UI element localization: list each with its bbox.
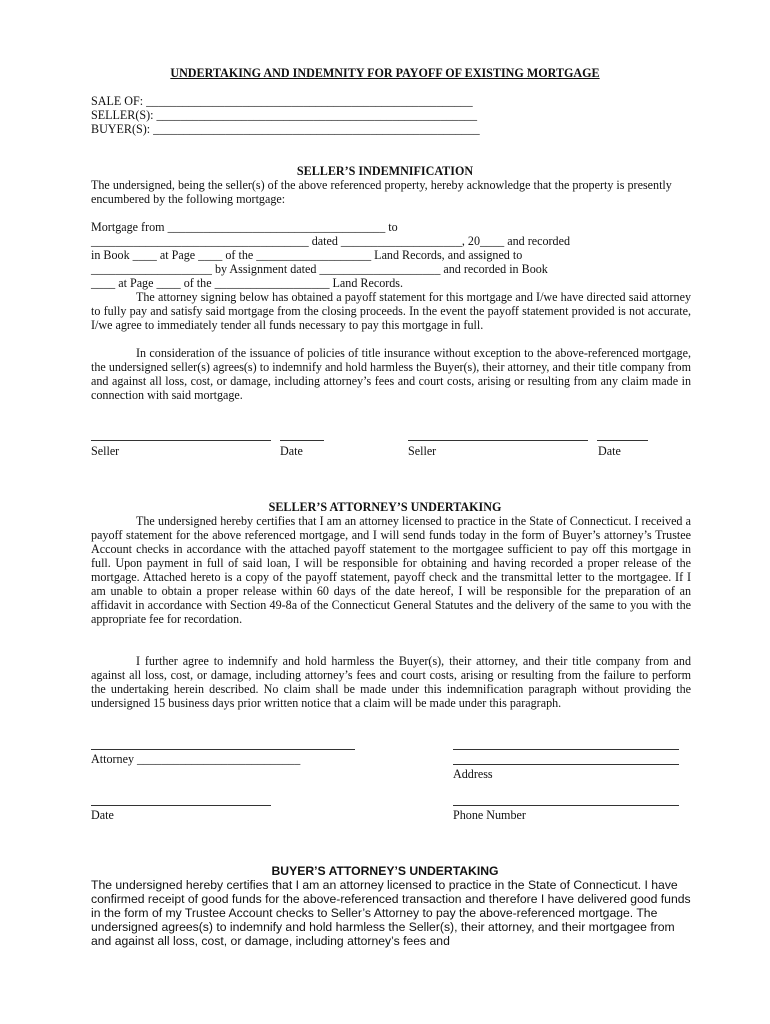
seller-indemnification-paragraph-2: In consideration of the issuance of policies of title insurance without exception to the above-referenced mortgage, the undersigned seller(s) agrees(s) to indemnify and hold harmless the Buyer(s), their attorney, and their title company from and against all loss, cost, or damage, including attorney’s fees and court costs, arising or resulting from any claim made in connection with said mortgage. — [91, 346, 691, 402]
phone-number-label: Phone Number — [453, 808, 526, 822]
buyers-field: BUYER(S): ______________________________________________________ — [91, 122, 480, 136]
attorney-date-line[interactable] — [91, 805, 271, 806]
date-1-label: Date — [280, 444, 303, 458]
mortgage-line-3: in Book ____ at Page ____ of the ___________________ Land Records, and assigned to — [91, 248, 523, 262]
seller-attorney-paragraph-2: I further agree to indemnify and hold harmless the Buyer(s), their attorney, and their title company from and against all loss, cost, or damage, including attorney’s fees and court costs, arising or resulting from the failure to perform the undertaking herein described. No claim shall be made under this indemnification paragraph without providing the undersigned 15 business days prior written notice that a claim will be made under this paragraph. — [91, 654, 691, 710]
sellers-field: SELLER(S): _____________________________________________________ — [91, 108, 477, 122]
seller-indemnification-intro: The undersigned, being the seller(s) of the above referenced property, hereby acknowledge that the property is presently encumbered by the following mortgage: — [91, 178, 672, 206]
mortgage-line-4: ____________________ by Assignment dated ____________________ and recorded in Book — [91, 262, 548, 276]
seller-indemnification-paragraph-1: The attorney signing below has obtained a payoff statement for this mortgage and I/we have directed said attorney to fully pay and satisfy said mortgage from the closing proceeds. In the event the payoff statement provided is not accurate, I/we agree to immediately tender all funds necessary to pay this mortgage in full. — [91, 290, 691, 332]
address-line-1[interactable] — [453, 749, 679, 750]
mortgage-line-2: ____________________________________ dated ____________________, 20____ and recorded — [91, 234, 570, 248]
seller-indemnification-heading: SELLER’S INDEMNIFICATION — [296, 164, 474, 178]
address-line-2[interactable] — [453, 764, 679, 765]
seller-attorney-paragraph-1: The undersigned hereby certifies that I am an attorney licensed to practice in the State of Connecticut. I received a payoff statement for the above referenced mortgage, and I will send funds today in the form of Buyer’s attorney’s Trustee Account checks in accordance with the attached payoff statement to the mortgagee sufficient to pay off this mortgage in full. Upon payment in full of said loan, I will be responsible for obtaining and having recorded a proper release of the mortgage. Attached hereto is a copy of the payoff statement, payoff check and the transmittal letter to the mortgagee. If I am unable to obtain a proper release within 60 days of the date hereof, I will be responsible for the preparation of an affidavit in accordance with Section 49-8a of the Connecticut General Statutes and the delivery of the same to you with the appropriate fee for recordation. — [91, 514, 691, 626]
mortgage-line-1: Mortgage from ____________________________________ to — [91, 220, 398, 234]
date-2-signature-line[interactable] — [597, 440, 648, 441]
seller-attorney-heading: SELLER’S ATTORNEY’S UNDERTAKING — [268, 500, 502, 514]
date-1-signature-line[interactable] — [280, 440, 324, 441]
sale-of-field: SALE OF: ______________________________________________________ — [91, 94, 473, 108]
seller-2-label: Seller — [408, 444, 437, 458]
seller-2-signature-line[interactable] — [408, 440, 588, 441]
seller-1-label: Seller — [91, 444, 120, 458]
attorney-date-label: Date — [91, 808, 114, 822]
attorney-name-field: Attorney ___________________________ — [91, 752, 301, 766]
mortgage-line-5: ____ at Page ____ of the ___________________ Land Records. — [91, 276, 404, 290]
buyer-attorney-paragraph-1: The undersigned hereby certifies that I am an attorney licensed to practice in the State of Connecticut. I have confirmed receipt of good funds for the above-referenced transaction and therefore I have delivered good funds in the form of my Trustee Account checks to Seller’s Attorney to pay the above-referenced mortgage. The undersigned agrees(s) to indemnify and hold harmless the Seller(s), their attorney, and their mortgagee from and against all loss, cost, or damage, including attorney’s fees and — [91, 878, 691, 948]
document-title: UNDERTAKING AND INDEMNITY FOR PAYOFF OF EXISTING MORTGAGE — [170, 66, 600, 80]
seller-1-signature-line[interactable] — [91, 440, 271, 441]
phone-number-line[interactable] — [453, 805, 679, 806]
buyer-attorney-heading: BUYER’S ATTORNEY’S UNDERTAKING — [271, 864, 499, 878]
attorney-signature-line[interactable] — [91, 749, 355, 750]
date-2-label: Date — [598, 444, 621, 458]
address-label: Address — [453, 767, 493, 781]
